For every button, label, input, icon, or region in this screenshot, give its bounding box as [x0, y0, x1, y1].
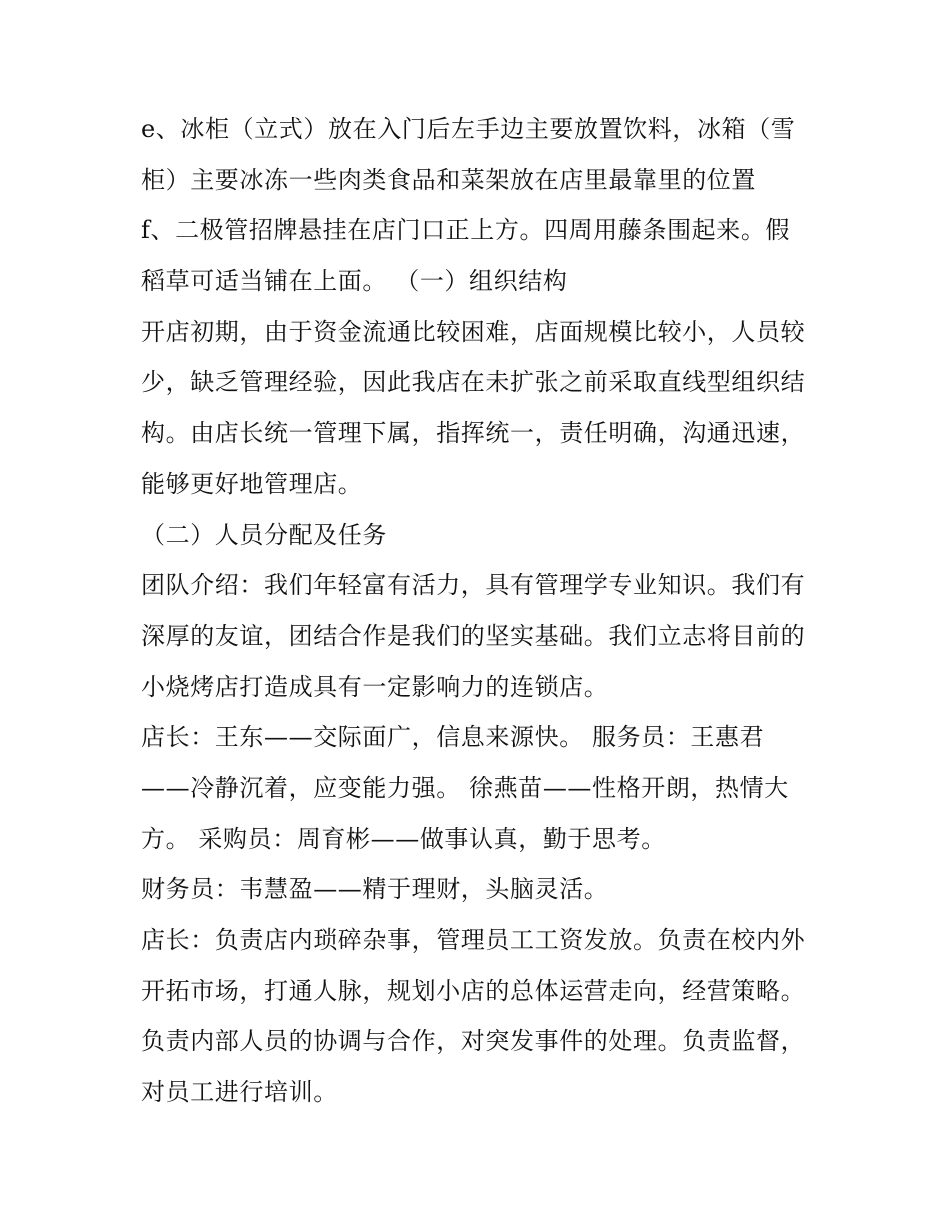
text-line: 财务员：韦慧盈——精于理财，头脑灵活。: [141, 875, 609, 904]
section-heading: （二）人员分配及任务: [141, 520, 387, 549]
text-line: f、二极管招牌悬挂在店门口正上方。四周用藤条围起来。假: [141, 216, 791, 245]
text-line: 少，缺乏管理经验，因此我店在未扩张之前采取直线型组织结: [141, 368, 806, 397]
text-line: 开拓市场，打通人脉，规划小店的总体运营走向，经营策略。: [141, 976, 806, 1005]
text-line: 店长：王东——交际面广，信息来源快。 服务员：王惠君: [141, 723, 765, 752]
text-line: ——冷静沉着，应变能力强。 徐燕苗——性格开朗，热情大: [141, 773, 789, 802]
text-line: 小烧烤店打造成具有一定影响力的连锁店。: [141, 672, 609, 701]
text-line: 开店初期，由于资金流通比较困难，店面规模比较小，人员较: [141, 317, 806, 346]
text-line: 柜）主要冰冻一些肉类食品和菜架放在店里最靠里的位置: [141, 165, 756, 194]
text-line: 负责内部人员的协调与合作，对突发事件的处理。负责监督，: [141, 1027, 806, 1056]
text-line: 方。 采购员：周育彬——做事认真，勤于思考。: [141, 824, 666, 853]
text-line: 深厚的友谊，团结合作是我们的坚实基础。我们立志将目前的: [141, 621, 806, 650]
text-line: 稻草可适当铺在上面。 （一）组织结构: [141, 267, 568, 296]
text-line: 能够更好地管理店。: [141, 469, 363, 498]
body-text: [141, 104, 821, 1118]
text-line: 店长：负责店内琐碎杂事，管理员工工资发放。负责在校内外: [141, 926, 806, 954]
text-line: 对员工进行培训。: [141, 1078, 338, 1107]
text-line: 构。由店长统一管理下属，指挥统一，责任明确，沟通迅速，: [141, 419, 806, 448]
text-line: 团队介绍：我们年轻富有活力，具有管理学专业知识。我们有: [141, 571, 806, 600]
text-line: e、冰柜（立式）放在入门后左手边主要放置饮料，冰箱（雪: [141, 115, 796, 143]
